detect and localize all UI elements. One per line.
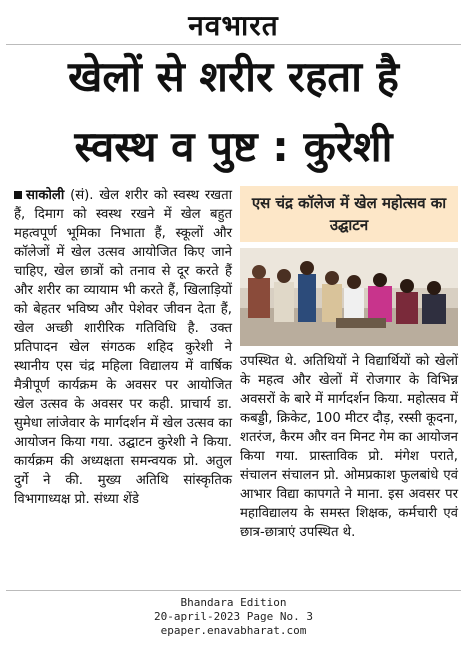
article-subhead xyxy=(240,186,458,242)
bullet-square-icon xyxy=(14,191,22,199)
edition-footer xyxy=(0,596,467,638)
edition-date-page: 20-april-2023 Page No. 3 xyxy=(154,610,313,623)
news-photo xyxy=(240,248,458,346)
article-body-right: उपस्थित थे. अतिथियों ने विद्यार्थियों को खेलों के महत्व और खेलों में रोजगार के विभिन्न अवसरों के बारे में मार्गदर्शन किया. महोत्सव में कबड्डी, क्रिकेट, 100 मीटर दौड़, रस्सी कूदना, शतरंज, कैरम और वन मिनट गेम का आयोजन किया गया. प्रास्ताविक प्रो. मंगेश पराते, संचालन संचालन प्रो. ओमप्रकाश फुलबांधे एवं आभार विद्या कापगते ने माना. इस अवसर पर महाविद्यालय के समस्त शिक्षक, कर्मचारी एवं छात्र-छात्राएं उपस्थित थे. xyxy=(240,354,458,540)
article-dateline: साकोली xyxy=(26,188,65,203)
subhead-text: एस चंद्र कॉलेज में खेल महोत्सव का उद्घाटन xyxy=(251,194,447,234)
masthead-divider xyxy=(6,44,461,45)
headline-line-1: खेलों से शरीर रहता है xyxy=(68,52,399,101)
epaper-site-link[interactable]: epaper.enavabharat.com xyxy=(160,624,307,637)
article-left-column xyxy=(14,186,232,509)
event-photo-image xyxy=(240,248,458,346)
edition-name: Bhandara Edition xyxy=(180,596,287,609)
footer-divider xyxy=(6,590,461,591)
article-body-left: (सं). खेल शरीर को स्वस्थ रखता हैं, दिमाग को स्वस्थ रखने में खेल बहुत महत्वपूर्ण भूमिका निभाता हैं, स्कूलों और कॉलेजों में खेल उत्सव आयोजित किए जाने चाहिए, खेल छात्रों को तनाव से दूर करते हैं और शरीर का व्यायाम भी करते हैं, खिलाड़ियों को बेहतर भविष्य और पेशेवर जीवन देता हैं, खेल अच्छी शारीरिक गतिविधि है. उक्त प्रतिपादन खेल संगठक शहिद कुरेशी ने स्थानीय एस चंद्र महिला विद्यालय में वार्षिक मैत्रीपूर्ण कार्यक्रम के अवसर पर आयोजित खेल उत्सव के अवसर पर कही. प्राचार्य डा. सुमेधा लांजेवार के मार्गदर्शन में खेल उत्सव का आयोजन किया गया. उद्घाटन कुरेशी ने किया. कार्यक्रम की अध्यक्षता समन्वयक प्रो. अतुल दुर्गे ने की. मुख्य अतिथि सांस्कृतिक विभागाध्यक्ष प्रो. संध्या शेंडे xyxy=(14,188,232,507)
newspaper-masthead: नवभारत xyxy=(188,9,279,42)
article-right-column xyxy=(240,352,458,542)
headline-line-2: स्वस्थ व पुष्ट : कुरेशी xyxy=(74,122,393,171)
